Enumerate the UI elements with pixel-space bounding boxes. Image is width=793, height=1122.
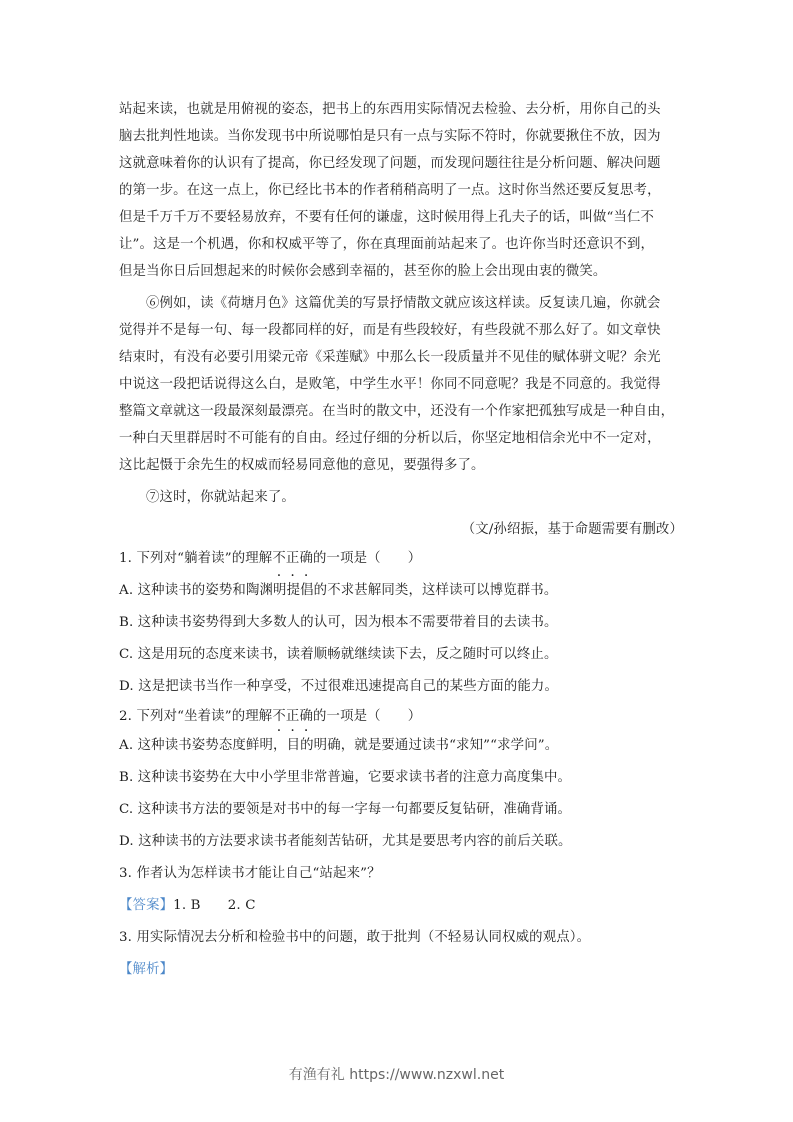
option-a: A. 这种读书的姿势和陶渊明提倡的不求甚解同类，这样读可以博览群书。	[119, 583, 558, 598]
answer-line	[119, 890, 687, 922]
text-line: 觉得并不是每一句、每一段都同样的好，而是有些段较好，有些段就不那么好了。如文章快	[119, 323, 661, 338]
text-line: 中说这一段把话说得这么白，是败笔，中学生水平！你同不同意呢？我是不同意的。我觉得	[119, 377, 661, 392]
question-2	[119, 703, 687, 858]
passage-source: （文/孙绍振，基于命题需要有删改）	[461, 522, 683, 537]
text-line: 的第一步。在这一点上，你已经比书本的作者稍稍高明了一点。这时你当然还要反复思考，	[119, 183, 661, 198]
option-a: A. 这种读书姿势态度鲜明，目的明确，就是要通过读书“求知”“求学问”。	[119, 738, 559, 753]
stem-text: 的一项是（ ）	[312, 551, 422, 566]
question-stem	[119, 543, 687, 575]
emphasis-char: 不	[272, 551, 286, 566]
emphasis-char: 确	[299, 551, 313, 566]
analysis-line	[119, 954, 687, 986]
text-line: 脑去批判性地读。当你发现书中所说哪怕是只有一点与实际不符时，你就要揪住不放，因为	[119, 129, 661, 144]
emphasis-char: 正	[285, 551, 300, 566]
answer-text: 1. B 2. C	[173, 898, 256, 913]
question-stem	[119, 703, 687, 730]
text-line: 结束时，有没有必要引用梁元帝《采莲赋》中那么长一段质量并不见佳的赋体骈文呢？余光	[119, 350, 661, 365]
passage-paragraph-continued	[119, 96, 687, 285]
option-c: C. 这是用玩的态度来读书，读着顺畅就继续读下去，反之随时可以终止。	[119, 647, 558, 662]
document-page	[119, 96, 687, 986]
option-d: D. 这种读书的方法要求读书者能刻苦钻研，尤其是要思考内容的前后关联。	[119, 834, 572, 849]
option-b: B. 这种读书姿势在大中小学里非常普遍，它要求读书者的注意力高度集中。	[119, 770, 572, 785]
stem-text: 的一项是（ ）	[312, 709, 422, 724]
text-line: ⑥例如，读《荷塘月色》这篇优美的写景抒情散文就应该这样读。反复读几遍，你就会	[146, 296, 661, 311]
text-line: 让”。这是一个机遇，你和权威平等了，你在真理面前站起来了。也许你当时还意识不到，	[119, 237, 655, 252]
footer-watermark: 有渔有礼 https://www.nzxwl.net	[288, 1067, 505, 1083]
text-line: 但是当你日后回想起来的时候你会感到幸福的，甚至你的脸上会出现由衷的微笑。	[119, 264, 607, 279]
passage-paragraph-7: ⑦这时，你就站起来了。	[146, 490, 295, 505]
text-line: 整篇文章就这一段最深刻最漂亮。在当时的散文中，还没有一个作家把孤独写成是一种自由，	[119, 404, 675, 419]
emphasis-char: 确	[299, 709, 313, 724]
stem-text: 1. 下列对“躺着读”的理解	[119, 551, 273, 566]
option-d: D. 这是把读书当作一种享受，不过很难迅速提高自己的某些方面的能力。	[119, 679, 558, 694]
answer-tag: 【答案】	[119, 898, 174, 913]
emphasis-char: 不	[272, 709, 286, 724]
analysis-tag: 【解析】	[119, 962, 174, 977]
question-1	[119, 543, 687, 703]
passage-paragraph-6	[119, 290, 687, 479]
text-line: 这比起慑于余先生的权威而轻易同意他的意见，要强得多了。	[119, 458, 485, 473]
text-line: 这就意味着你的认识有了提高，你已经发现了问题，而发现问题往往是分析问题、解决问题	[119, 156, 661, 171]
option-b: B. 这种读书姿势得到大多数人的认可，因为根本不需要带着目的去读书。	[119, 615, 558, 630]
text-line: 站起来读，也就是用俯视的姿态，把书上的东西用实际情况去检验、去分析，用你自己的头	[119, 102, 661, 117]
text-line: 一种白天里群居时不可能有的自由。经过仔细的分析以后，你坚定地相信余光中不一定对，	[119, 431, 661, 446]
text-line: 但是千万千万不要轻易放弃，不要有任何的谦虚，这时候用得上孔夫子的话，叫做“当仁不	[119, 210, 655, 225]
emphasis-char: 正	[285, 709, 300, 724]
stem-text: 2. 下列对“坐着读”的理解	[119, 709, 273, 724]
answer-q3: 3. 用实际情况去分析和检验书中的问题，敢于批判（不轻易认同权威的观点）。	[119, 930, 591, 945]
question-3: 3. 作者认为怎样读书才能让自己“站起来”？	[119, 866, 381, 881]
option-c: C. 这种读书方法的要领是对书中的每一字每一句都要反复钻研，准确背诵。	[119, 802, 572, 817]
